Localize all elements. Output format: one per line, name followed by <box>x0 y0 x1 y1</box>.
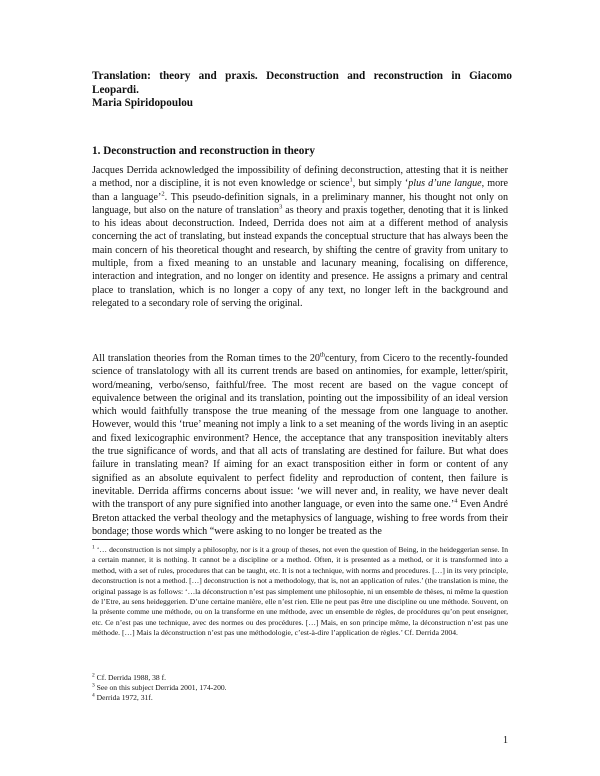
footnote-number: 1 <box>92 544 95 551</box>
footnote-number: 4 <box>92 692 95 699</box>
footnote-2 <box>92 673 508 683</box>
footnote-1 <box>92 545 508 639</box>
footnote-ref-3[interactable]: 3 <box>279 203 283 211</box>
paragraph-1 <box>92 164 508 310</box>
footnote-text: Derrida 1972, 31f. <box>94 693 153 702</box>
paragraph-1-text: , more than a language’ <box>92 178 508 203</box>
footnote-text: ‘… deconstruction is not simply a philosophy, nor is it a group of theses, not even the question of Being, in the heideggerian sense. In a certain manner, it is nothing. It cannot be a discipline or a method. Often, it is presented as a method, or it is transformed into a method, with a set of rules, procedures that can be taught, etc. It is not a technique, with norms and procedures. […] in its very principle, deconstruction is not a method. […] deconstruction is not a methodology, that is, not an application of rules.’ (the translation is mine, the original passage is as follows: ‘…la déconstruction n’est pas simplement une philosophie, ni un ensemble de thèses, ni même la question de l’Etre, au sens heideggerien. D’une certaine manière, elle n’est rien. Elle ne peut pas être une discipline ou une méthode. Souvent, on la présente comme une méthode, ou on la transforme en une méthode, avec un ensemble de règles, de procédures qu’on peut enseigner, etc. Ce n’est pas une technique, avec des normes ou des procédures. […] Mais, en son principe même, la déconstruction n’est pas une méthode. […] Mais la déconstruction n’est pas une méthodologie, c’est-à-dire l’application de règles.’ Cf. Derrida 2004. <box>92 545 508 638</box>
paragraph-1-text: . This pseudo-definition signals, in a preliminary manner, his thought not only on language, but also on the nature of translation <box>92 191 508 216</box>
section-heading: 1. Deconstruction and reconstruction in theory <box>92 145 315 157</box>
footnote-number: 2 <box>92 672 95 679</box>
footnote-4 <box>92 693 508 703</box>
footnote-text: See on this subject Derrida 2001, 174-200. <box>94 683 227 692</box>
paragraph-2-text: Even André Breton attacked the verbal theology and the metaphysics of language, wishing to free words from their bondage; those words which “were asking to no longer be treated as the <box>92 499 508 537</box>
footnote-number: 3 <box>92 682 95 689</box>
footnote-3 <box>92 683 508 693</box>
footnote-ref-2[interactable]: 2 <box>161 190 165 198</box>
ordinal-suffix: th <box>319 351 326 359</box>
paragraph-2 <box>92 352 508 538</box>
footnote-separator <box>92 539 212 540</box>
footnote-text: Cf. Derrida 1988, 38 f. <box>94 673 167 682</box>
document-title: Translation: theory and praxis. Deconstruction and reconstruction in Giacomo Leopardi. <box>92 70 512 96</box>
paragraph-1-text: Jacques Derrida acknowledged the impossibility of defining deconstruction, attesting that it is neither a method, nor a discipline, it is not even knowledge or science <box>92 165 508 190</box>
author-name: Maria Spiridopoulou <box>92 97 194 109</box>
paragraph-1-text: , but simply ‘ <box>352 178 409 190</box>
paragraph-1-italic-phrase: plus d’une langue <box>408 178 482 190</box>
paragraph-1-text: as theory and praxis together, denoting that it is linked to his ideas about deconstruction. Indeed, Derrida does not aim at a different method of analysis concerning the act of translating, but instead expands the conceptual structure that has always been the main concern of his theoretical thought and research, by shifting the centre of gravity from unitary to multiple, from a fixed meaning to an unstable and lacunary meaning, focalising on difference, interaction and integration, and no longer on identity and presence. He assigns a primary and central place to translation, which is no longer a copy of any text, no longer left in the background and relegated to a secondary role of serving the original. <box>92 204 508 309</box>
paragraph-2-text: All translation theories from the Roman times to the 20 <box>92 353 320 364</box>
paragraph-2-text: century, from Cicero to the recently-founded science of translatology with all its current trends are based on antinomies, for example, letter/spirit, word/meaning, verbo/senso, faithful/free. The most recent are based on the vague concept of equivalence between the original and its translation, pointing out the impossibility of an ideal version which would faithfully transpose the true meaning of the message from one language to another. However, would this ‘true’ meaning not imply a link to a set meaning of the words living in an aseptic and fixed lexicographic environment? Hence, the acceptance that any transposition inevitably alters the true significance of words, and that all acts of translating are destined for failure. But what does failure in translating mean? If aiming for an exact transposition either in form or content of any signified as an absolute equivalent to perfect fidelity and reproduction of content, then failure is inevitable. Derrida affirms concerns about issue: ‘we will never and, in reality, we have never dealt with the transport of any pure signified into another language, or even into the same one.’ <box>92 353 508 511</box>
page-number: 1 <box>503 735 508 746</box>
footnote-ref-1[interactable]: 1 <box>349 176 353 184</box>
footnote-ref-4[interactable]: 4 <box>454 497 458 505</box>
